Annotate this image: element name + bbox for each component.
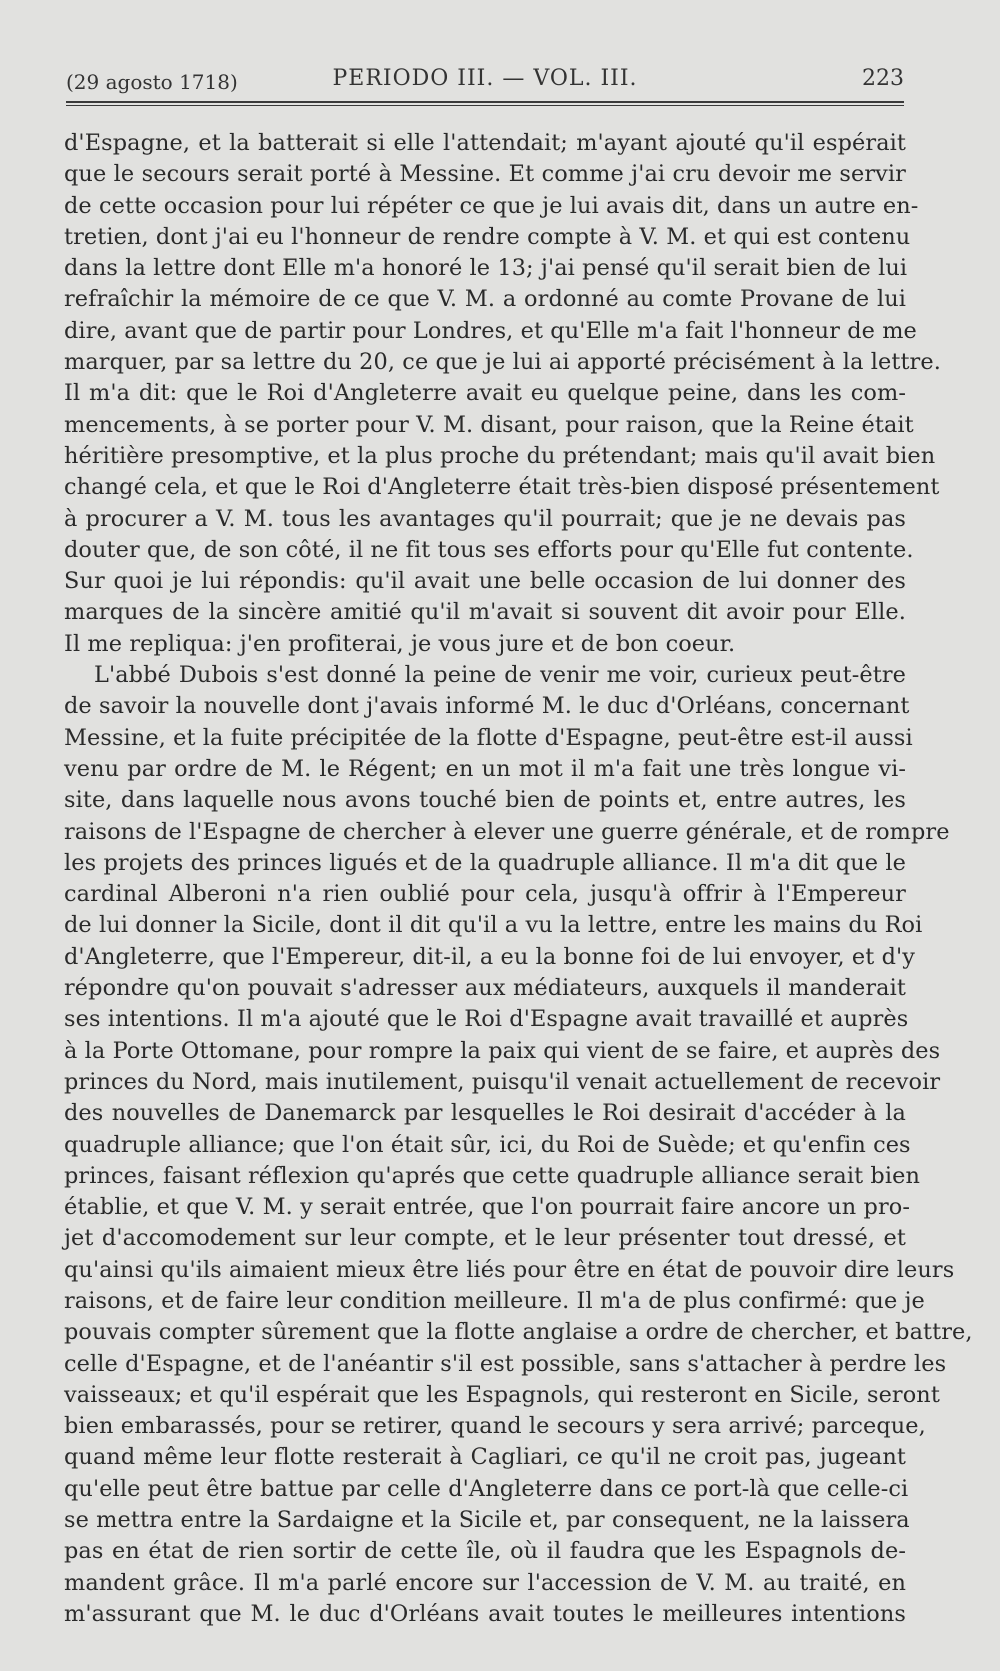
header-rule [66,101,904,103]
text-line: Il m'a dit: que le Roi d'Angleterre avait eu quelque peine, dans les com- [64,380,906,407]
text-line: bien embarassés, pour se retirer, quand le secours y sera arrivé; parceque, [64,1413,926,1440]
text-line: d'Angleterre, que l'Empereur, dit-il, a eu la bonne foi de lui envoyer, et d'y [64,943,916,970]
text-line: de cette occasion pour lui répéter ce que je lui avais dit, dans un autre en- [64,192,919,219]
text-line: site, dans laquelle nous avons touché bien de points et, entre autres, les [64,787,906,814]
page-number: 223 [862,66,904,91]
text-line: à la Porte Ottomane, pour rompre la paix qui vient de se faire, et auprès des [64,1037,941,1064]
text-line: princes du Nord, mais inutilement, puisqu'il venait actuellement de recevoir [64,1068,941,1095]
text-line: celle d'Espagne, et de l'anéantir s'il est possible, sans s'attacher à perdre les [64,1350,947,1377]
text-line: pouvais compter sûrement que la flotte anglaise a ordre de chercher, et battre, [64,1319,973,1346]
text-line: cardinal Alberoni n'a rien oublié pour cela, jusqu'à offrir à l'Empereur [64,881,906,908]
text-line: m'assurant que M. le duc d'Orléans avait toutes le meilleures intentions [64,1600,906,1627]
text-line: que le secours serait porté à Messine. Et comme j'ai cru devoir me servir [64,161,906,188]
text-line: venu par ordre de M. le Régent; en un mot il m'a fait une très longue vi- [64,755,906,782]
text-line: d'Espagne, et la batterait si elle l'attendait; m'ayant ajouté qu'il espérait [64,130,906,156]
text-line: mandent grâce. Il m'a parlé encore sur l'accession de V. M. au traité, en [64,1569,906,1596]
header-rule-thin [66,105,904,106]
text-line: pas en état de rien sortir de cette île, où il faudra que les Espagnols de- [64,1538,906,1565]
text-line: répondre qu'on pouvait s'adresser aux médiateurs, auxquels il manderait [64,975,906,1002]
text-line: dans la lettre dont Elle m'a honoré le 13; j'ai pensé qu'il serait bien de lui [64,255,908,282]
text-line: de lui donner la Sicile, dont il dit qu'il a vu la lettre, entre les mains du Roi [64,912,923,939]
text-line: marquer, par sa lettre du 20, ce que je lui ai apporté précisément à la lettre. [64,349,941,376]
text-line: refraîchir la mémoire de ce que V. M. a ordonné au comte Provane de lui [64,286,906,313]
text-line: raisons de l'Espagne de chercher à elever une guerre générale, et de rompre [64,818,950,845]
text-line: dire, avant que de partir pour Londres, et qu'Elle m'a fait l'honneur de me [64,317,917,344]
text-line: raisons, et de faire leur condition meilleure. Il m'a de plus confirmé: que je [64,1287,925,1314]
text-line: quand même leur flotte resterait à Cagliari, ce qu'il ne croit pas, jugeant [64,1444,906,1471]
running-header [66,66,904,96]
body-text [64,128,973,1630]
text-line: qu'elle peut être battue par celle d'Angleterre dans ce port-là que celle-ci [64,1475,909,1502]
text-line: changé cela, et que le Roi d'Angleterre était très-bien disposé présentement [64,474,940,501]
text-line: les projets des princes ligués et de la quadruple alliance. Il m'a dit que le [64,849,906,876]
header-date: (29 agosto 1718) [66,70,238,94]
text-line: des nouvelles de Danemarck par lesquelles le Roi desirait d'accéder à la [64,1100,906,1127]
header-title: PERIODO III. — VOL. III. [332,66,638,91]
text-line: ses intentions. Il m'a ajouté que le Roi d'Espagne avait travaillé et auprès [64,1006,909,1033]
text-line: Sur quoi je lui répondis: qu'il avait une belle occasion de lui donner des [64,568,906,595]
text-line: Messine, et la fuite précipitée de la flotte d'Espagne, peut-être est-il aussi [64,724,913,751]
text-line: à procurer a V. M. tous les avantages qu'il pourrait; que je ne devais pas [64,505,906,532]
text-line: douter que, de son côté, il ne fit tous ses efforts pour qu'Elle fut contente. [64,536,914,563]
text-line: quadruple alliance; que l'on était sûr, ici, du Roi de Suède; et qu'enfin ces [64,1131,911,1158]
text-line: princes, faisant réflexion qu'aprés que cette quadruple alliance serait bien [64,1162,920,1189]
text-line: L'abbé Dubois s'est donné la peine de venir me voir, curieux peut-être [94,662,906,689]
text-line: jet d'accomodement sur leur compte, et le leur présenter tout dressé, et [64,1225,906,1252]
text-line: qu'ainsi qu'ils aimaient mieux être liés pour être en état de pouvoir dire leurs [64,1256,955,1283]
text-line: Il me repliqua: j'en profiterai, je vous jure et de bon coeur. [64,630,736,657]
text-line: héritière presomptive, et la plus proche du prétendant; mais qu'il avait bien [64,442,936,469]
text-line: établie, et que V. M. y serait entrée, que l'on pourrait faire ancore un pro- [64,1194,911,1221]
text-line: marques de la sincère amitié qu'il m'avait si souvent dit avoir pour Elle. [64,599,906,626]
text-line: mencements, à se porter pour V. M. disant, pour raison, que la Reine était [64,411,914,438]
text-line: tretien, dont j'ai eu l'honneur de rendre compte à V. M. et qui est contenu [64,223,911,250]
text-line: vaisseaux; et qu'il espérait que les Espagnols, qui resteront en Sicile, seront [64,1381,940,1408]
text-line: de savoir la nouvelle dont j'avais informé M. le duc d'Orléans, concernant [64,693,910,720]
text-line: se mettra entre la Sardaigne et la Sicile et, par consequent, ne la laissera [64,1507,910,1534]
